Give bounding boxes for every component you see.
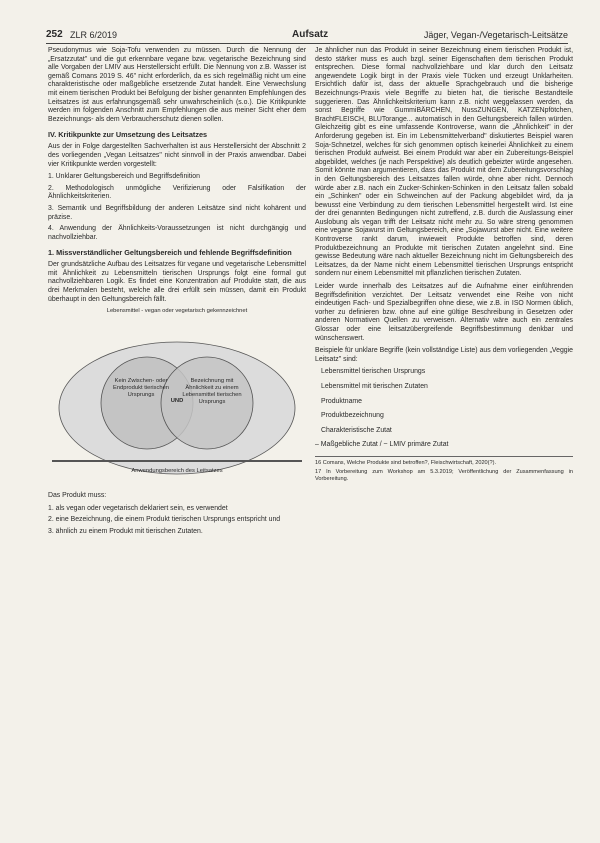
paragraph-1: Je ähnlicher nun das Produkt in seiner Bezeichnung einem tierischen Produkt ist, desto stärker muss es auch bzgl. seiner Eigenschaften dem tierischen Produkt entsprechen. Diese formal nachvollziehbare und klar durch den Leitsatz angewendete Logik birgt in der Praxis viele Tücken und erzeugt Unklarheiten. Ersichtlich dafür ist, dass der aktuelle Sprachgebrauch und die bisherige Bezeichnungs-Praxis viele Begriffe zu bieten hat, die tierische Bestandteile suggerieren. Das Ähnlichkeitskriterium kann z.B. nicht weggelassen werden, da sonst Begriffe wie GummiBÄRCHEN, NussZUNGEN, KATZENpfötchen, BrachtFLEISCH, BLUTorange... automatisch in den Geltungsbereich fallen würden. Gleichzeitig gibt es eine umfassende Kontroverse, wann die „Ähnlichkeit" in der Anforderung gegeben ist. Ein im Lebensmittelverband" diskutiertes Beispiel waren Soja-Schnetzel, welches für sich genommen optisch keinerlei Ähnlichkeit zu einem tierischen Produkt aufweist. Bei einem Produkt war aber ein Zubereitungs-Beispiel abgebildet, welches (je nach Perspektive) als deutlich gebeizter würde angesehen. Somit könnte man argumentieren, dass das Produkt mit dem Zubereitungsvorschlag in den Geltungsbereich des Leitsatzes fallen würde, ohne aber nicht. Dennoch würde aber z.B. nach ein Zucker-Schinken-Schinken in den Leitsatz fallen sobald ein „Schinken" oder ein Schweinchen auf der Packung abgebildet wird, da ja bewusst eine Verbindung zu dem tierischen Lebensmittel hergestellt wird. Ist eine der drei genannten Bedingungen nicht zutreffend, z.B. durch die Auslassung einer Auslobung als vegan trifft der Leitsatz nicht mehr zu. So wäre streng genommen eine vegane Sojawurst im Geltungsbereich, eine „Sojawurst aber nicht. Eine weitere Kontroverse rankt darum, inwieweit Produkte betroffen sind, deren Produktbezeichnung an Produkte mit tierischen Zutaten angelehnt sind. Eine gewisse Bedeutung wäre nach aktueller Bezeichnung nicht im Geltungsbereich des Leitsatzes, da der Name nicht einem Lebensmittel tierischen Ursprungs entspricht sondern nur einem Lebensmittel mit pflanzlichen tierischen Zutaten. (315, 47, 573, 278)
condition-1: 1. als vegan oder vegetarisch deklariert sein, es verwendet (48, 504, 228, 512)
right-column (315, 47, 573, 485)
point-3: 3. Semantik und Begriffsbildung der anderen Leitsätze sind nicht kohärent und präzise. (48, 204, 306, 221)
running-header (46, 29, 568, 43)
subheading: 1. Missverständlicher Geltungsbereich und fehlende Begriffsdefinition (48, 248, 292, 258)
condition-3: 3. ähnlich zu einem Produkt mit tierischen Zutaten. (48, 528, 203, 536)
author-title: Jäger, Vegan-/Vegetarisch-Leitsätze (423, 30, 568, 40)
diagram-center-label: UND (170, 398, 184, 405)
footnote-17: 17 In Vorbereitung zum Workshop am 5.3.2019; Veröffentlichung der Zusammenfassung in Vorbereitung. (315, 468, 573, 482)
page-number: 252 (46, 29, 63, 40)
term-2: Lebensmittel mit tierischen Zutaten (321, 382, 428, 390)
venn-diagram (52, 308, 302, 486)
after-diagram: Das Produkt muss: (48, 492, 107, 500)
section-intro: Aus der in Folge dargestellten Sachverhalten ist aus Herstellersicht der Abschnitt 2 des vorliegenden „Vegan Leitsatzes" nicht sinnvoll in der Praxis anwendbar. Dabei vier Kritikpunkte werden vorgestellt: (48, 143, 306, 168)
point-1: 1. Unklarer Geltungsbereich und Begriffsdefinition (48, 173, 200, 181)
paragraph-2: Leider wurde innerhalb des Leitsatzes auf die Aufnahme einer einführenden Begriffsdefinition verzichtet. Der Leitsatz verwendet eine Reihe von nicht eindeutigen Fach- und Spezialbegriffen ohne diese, wie z.B. in ISO Normen üblich, vorher zu definieren bzw. ohne auf eine gültige Beschreibung in Gesetzen oder anderen Normativen Quellen zu verweisen. Alternativ wäre auch ein zentrales Glossar oder eine leitsatzübergreifende Begriffsbestimmung denkbar und wünschenswert. (315, 283, 573, 342)
term-5: Charakteristische Zutat (321, 426, 392, 434)
term-4: Produktbezeichnung (321, 412, 384, 420)
header-rule (46, 43, 568, 44)
footnote-16: 16 Comans, Welche Produkte sind betroffen?, Fleischwirtschaft, 2020(?). (315, 459, 497, 466)
paragraph-3: Beispiele für unklare Begriffe (kein vollständige Liste) aus dem vorliegenden „Veggie Leitsatz" sind: (315, 347, 573, 363)
intro-paragraph: Pseudonymus wie Soja-Tofu verwenden zu müssen. Durch die Nennung der „Ersatzzutat" und die gut erkennbare vegane bzw. vegetarische Bezeichnung sind alle Vorgaben der LMIV aus Herstellersicht erfüllt. Die Nennung von z.B. Wasser ist gemäß Comans 2019 S. 46" nicht erforderlich, da es sich regelmäßig nicht um eine charakteristische oder maßgebliche ersetzende Zutat handelt. Eine Verwechslung mit einem tierischen Produkt bei Befolgung der bisher genannten Empfehlungen des Leitsatzes ist aus erfahrungsgemäß sehr unwahrscheinlich (s.o.). Die Kritikpunkte werden im folgenden Anschnitt zum Empfehlungen die aus meiner Sicht eher dem Bezeichnungs- als dem Verbraucherschutz dienen sollen. (48, 47, 306, 123)
term-6: – Maßgebliche Zutat / ~ LMIV primäre Zutat (315, 441, 449, 449)
term-3: Produktname (321, 397, 362, 405)
sub-text: Der grundsätzliche Aufbau des Leitsatzes für vegane und vegetarische Lebensmittel mit Ähnlichkeit zu Lebensmitteln tierischen Ursprungs folgt eine formal gut nachvollziehbaren Logik. Es findet eine Konzentration auf Produkte statt, die aus drei Merkmalen besteht, welche alle drei erfüllt sein müssen, damit ein Produkt überhaupt in den Geltungsbereich fällt. (48, 261, 306, 303)
point-2: 2. Methodologisch unmögliche Verifizierung oder Falsifikation der Ähnlichkeitskriterien. (48, 184, 306, 201)
diagram-left-label: Kein Zwischen- oder Endprodukt tierischen Ursprungs (112, 378, 170, 399)
point-4: 4. Anwendung der Ähnlichkeits-Voraussetzungen ist nicht durchgängig und nachvollziehbar. (48, 225, 306, 241)
condition-2: 2. eine Bezeichnung, die einem Produkt tierischen Ursprungs entspricht und (48, 516, 281, 524)
diagram-right-label: Bezeichnung mit Ähnlichkeit zu einem Lebensmittel tierischen Ursprungs (182, 378, 242, 406)
section-heading: IV. Kritikpunkte zur Umsetzung des Leitsatzes (48, 130, 208, 140)
term-1: Lebensmittel tierischen Ursprungs (321, 368, 426, 376)
diagram-top-label: Lebensmittel - vegan oder vegetarisch gekennzeichnet (106, 308, 248, 315)
left-column (48, 47, 306, 540)
section-name: Aufsatz (292, 29, 329, 40)
venn-graphic (52, 308, 302, 486)
footnotes (315, 456, 573, 483)
journal-name: ZLR 6/2019 (70, 30, 118, 40)
diagram-bottom-label: Anwendungsbereich des Leitsatzes (131, 468, 223, 475)
